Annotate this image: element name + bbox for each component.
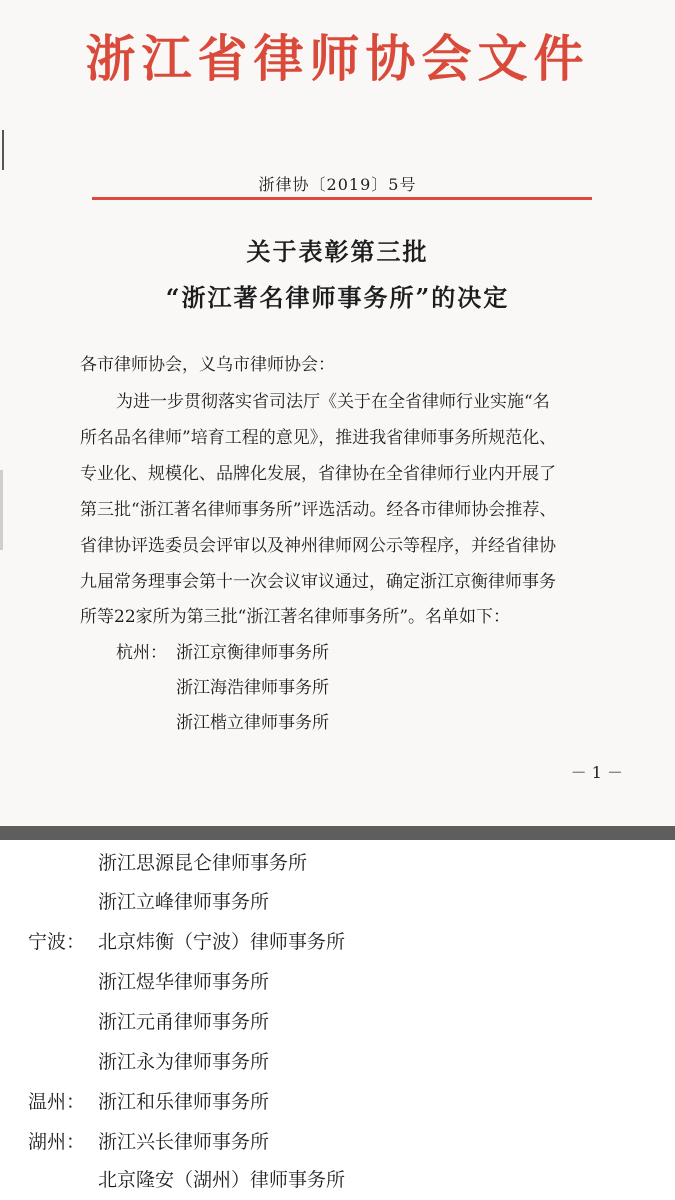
firm-list-item: 浙江兴长律师事务所 (98, 1131, 270, 1153)
paragraph-line: 九届常务理事会第十一次会议审议通过，确定浙江京衡律师事务 (80, 572, 556, 592)
city-label-huzhou: 湖州： (28, 1131, 86, 1153)
firm-list-item: 浙江煜华律师事务所 (98, 971, 270, 993)
firm-list-item: 浙江京衡律师事务所 (176, 643, 329, 663)
paragraph-line: 省律协评选委员会评审以及神州律师网公示等程序，并经省律协 (80, 536, 556, 556)
document-number: 浙律协〔2019〕5号 (258, 175, 417, 194)
document-page-2 (0, 840, 675, 1200)
paragraph-line: 第三批“浙江著名律师事务所”评选活动。经各市律师协会推荐、 (80, 500, 557, 520)
firm-list-item: 浙江楷立律师事务所 (176, 713, 329, 733)
firm-list-item: 浙江和乐律师事务所 (98, 1091, 270, 1113)
paragraph-line: 所等22家所为第三批“浙江著名律师事务所”。名单如下： (80, 607, 511, 627)
letterhead-red-rule (92, 197, 592, 200)
document-title-line-1: 关于表彰第三批 (246, 237, 429, 266)
firm-list-item: 北京炜衡（宁波）律师事务所 (98, 931, 346, 953)
scan-edge-shadow (0, 470, 3, 550)
firm-list-item: 浙江立峰律师事务所 (98, 891, 270, 913)
scan-edge-mark (2, 130, 4, 170)
page-number: － 1 － (570, 763, 623, 782)
firm-list-item: 浙江思源昆仑律师事务所 (98, 852, 308, 874)
letterhead-title: 浙江省律师协会文件 (85, 30, 590, 88)
firm-list-item: 浙江元甬律师事务所 (98, 1011, 270, 1033)
salutation: 各市律师协会，义乌市律师协会： (80, 355, 335, 375)
city-label-wenzhou: 温州： (28, 1091, 86, 1113)
document-title-line-2: “浙江著名律师事务所”的决定 (165, 283, 510, 312)
firm-list-item: 浙江海浩律师事务所 (176, 678, 329, 698)
paragraph-line: 为进一步贯彻落实省司法厅《关于在全省律师行业实施“名 (116, 392, 550, 412)
city-label-hangzhou: 杭州： (116, 643, 167, 663)
page-divider (0, 826, 675, 840)
city-label-ningbo: 宁波： (28, 931, 86, 953)
firm-list-item: 浙江永为律师事务所 (98, 1051, 270, 1073)
firm-list-item: 北京隆安（湖州）律师事务所 (98, 1169, 346, 1191)
paragraph-line: 专业化、规模化、品牌化发展，省律协在全省律师行业内开展了 (80, 464, 556, 484)
paragraph-line: 所名品名律师”培育工程的意见》，推进我省律师事务所规范化、 (80, 428, 557, 448)
